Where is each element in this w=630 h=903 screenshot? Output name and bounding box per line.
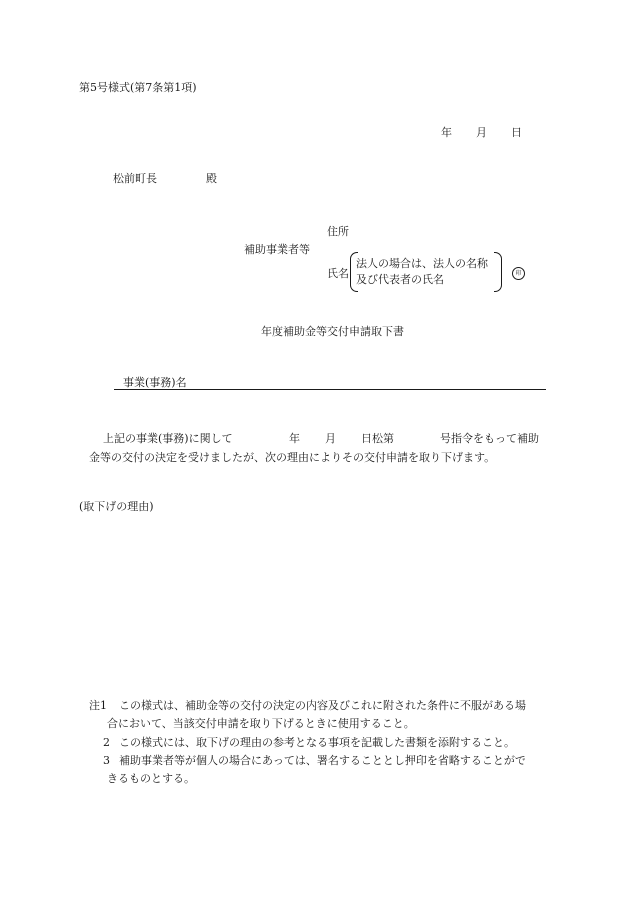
applicant-label: 補助事業者等: [244, 243, 310, 256]
date-year: 年: [441, 126, 452, 139]
body-line1-month: 月: [325, 432, 336, 445]
note-3-line2: きるものとする。: [107, 772, 195, 785]
name-label: 氏名: [327, 267, 349, 280]
document-title: 年度補助金等交付申請取下書: [261, 325, 404, 338]
form-number: 第5号様式(第7条第1項): [79, 81, 197, 94]
note-1-number: 注1: [89, 699, 107, 712]
body-line1-part1: 上記の事業(事務)に関して: [103, 432, 233, 445]
body-line1-part5: 号指令をもって補助: [440, 432, 539, 445]
note-3-line1: 補助事業者等が個人の場合にあっては、署名することとし押印を省略することがで: [119, 754, 526, 767]
corporate-note-line2: 及び代表者の氏名: [356, 273, 444, 286]
date-day: 日: [511, 126, 522, 139]
project-label: 事業(事務)名: [123, 376, 187, 389]
project-name-underline: [114, 389, 546, 390]
note-1-line2: 合において、当該交付申請を取り下げるときに使用すること。: [107, 717, 415, 730]
note-2-line1: この様式には、取下げの理由の参考となる事項を記載した書類を添附すること。: [119, 736, 515, 749]
addressee-honorific: 殿: [206, 172, 217, 185]
body-line1-year: 年: [289, 432, 300, 445]
seal-icon: 印: [512, 267, 525, 280]
address-label: 住所: [327, 225, 349, 238]
reason-label: (取下げの理由): [79, 500, 154, 513]
right-bracket: [494, 252, 502, 292]
corporate-note-line1: 法人の場合は、法人の名称: [356, 257, 488, 270]
date-month: 月: [476, 126, 487, 139]
addressee-name: 松前町長: [113, 172, 157, 185]
corporate-note-bracket: [350, 252, 502, 292]
note-2-number: 2: [103, 736, 110, 749]
note-3-number: 3: [103, 754, 110, 767]
body-line1-day: 日松第: [361, 432, 394, 445]
note-1-line1: この様式は、補助金等の交付の決定の内容及びこれに附された条件に不服がある場: [119, 699, 526, 712]
body-line2: 金等の交付の決定を受けましたが、次の理由によりその交付申請を取り下げます。: [89, 451, 496, 464]
